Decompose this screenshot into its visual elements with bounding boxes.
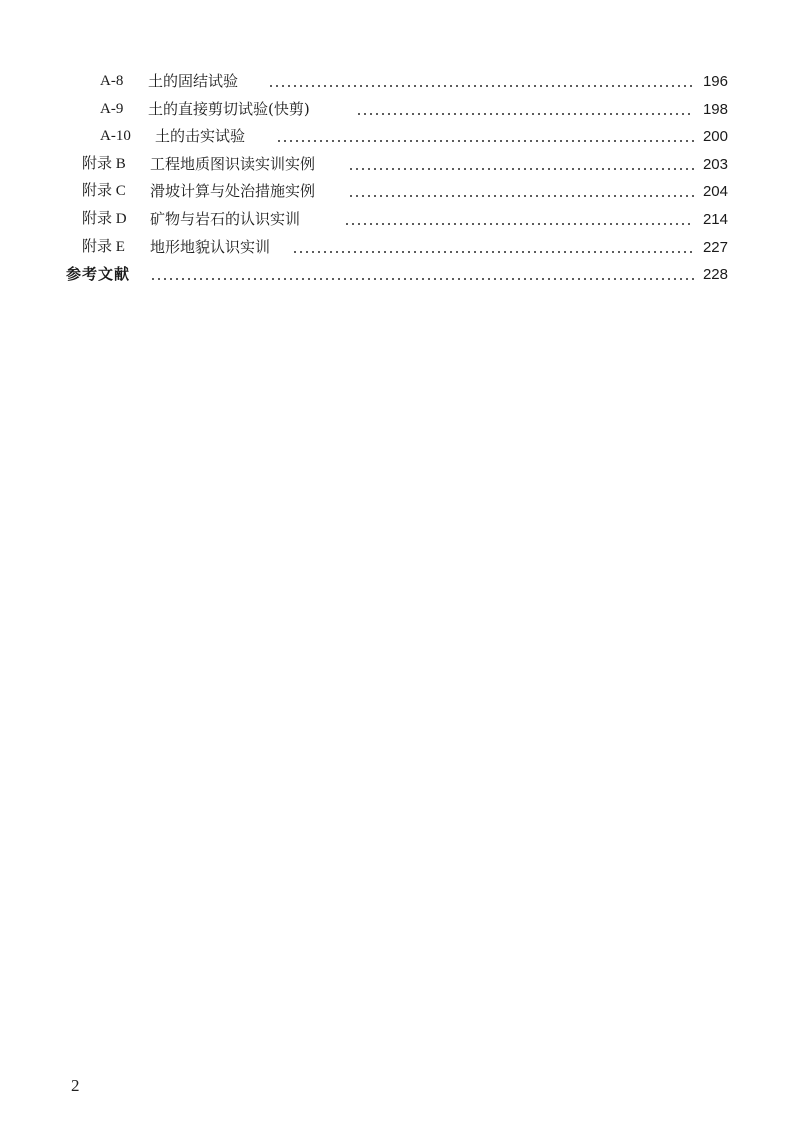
toc-entry-page: 204 bbox=[702, 183, 728, 201]
toc-entry-number: A-9 bbox=[100, 100, 124, 117]
toc-entry-page: 203 bbox=[702, 155, 728, 173]
toc-entry[interactable] bbox=[0, 234, 790, 262]
toc-entry-number: 附录 D bbox=[82, 210, 127, 227]
toc-entry-title: 滑坡计算与处治措施实例 bbox=[150, 182, 316, 201]
toc-leader-dots bbox=[276, 140, 694, 142]
toc-entry-page: 196 bbox=[702, 73, 728, 90]
toc-entry-title: 地形地貌认识实训 bbox=[150, 237, 271, 256]
page-number: 2 bbox=[71, 1076, 80, 1095]
toc-entry-number: 附录 B bbox=[82, 155, 126, 172]
toc-entry[interactable] bbox=[0, 68, 790, 96]
toc-entry-references[interactable] bbox=[0, 261, 790, 289]
toc-leader-dots bbox=[150, 278, 694, 280]
toc-entry-number: A-8 bbox=[100, 73, 124, 89]
toc-entry-page: 228 bbox=[702, 266, 728, 284]
toc-entry-title: 参考文献 bbox=[66, 265, 131, 284]
toc-entry-page: 198 bbox=[702, 100, 728, 118]
toc-leader-dots bbox=[268, 85, 694, 87]
toc-entry-title: 土的固结试验 bbox=[148, 72, 239, 90]
toc-entry[interactable] bbox=[0, 206, 790, 234]
toc-entry-number: 附录 C bbox=[82, 183, 126, 200]
toc-entry-page: 200 bbox=[702, 128, 728, 146]
toc-entry-number: 附录 E bbox=[82, 238, 125, 255]
toc-entry-title: 矿物与岩石的认识实训 bbox=[150, 209, 301, 228]
toc-leader-dots bbox=[356, 113, 694, 115]
toc-leader-dots bbox=[348, 168, 694, 170]
toc-entry[interactable] bbox=[0, 178, 790, 206]
toc-entry-page: 227 bbox=[702, 238, 728, 256]
toc-entry-title: 工程地质图识读实训实例 bbox=[150, 154, 316, 173]
toc-leader-dots bbox=[348, 195, 694, 197]
toc-entry-page: 214 bbox=[702, 210, 728, 228]
table-of-contents bbox=[0, 68, 790, 289]
toc-entry-number: A-10 bbox=[100, 128, 131, 145]
toc-entry[interactable] bbox=[0, 96, 790, 124]
toc-entry-title: 土的击实试验 bbox=[155, 127, 246, 146]
toc-leader-dots bbox=[344, 223, 694, 225]
toc-entry-title: 土的直接剪切试验(快剪) bbox=[148, 99, 310, 118]
toc-entry[interactable] bbox=[0, 123, 790, 151]
toc-leader-dots bbox=[292, 251, 694, 253]
toc-entry[interactable] bbox=[0, 151, 790, 179]
